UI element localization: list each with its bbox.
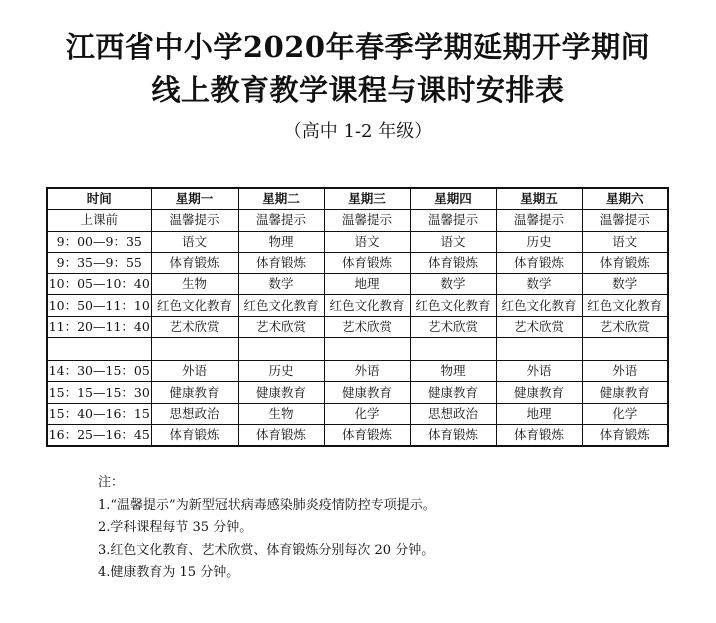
note-item: 1.“温馨提示”为新型冠状病毒感染肺炎疫情防控专项提示。 (98, 497, 436, 513)
course-cell: 体育锻炼 (151, 252, 238, 273)
course-cell (238, 338, 324, 361)
table-row (47, 361, 668, 382)
course-cell: 健康教育 (238, 382, 324, 403)
time-slot-cell: 15：40—16：15 (47, 403, 151, 424)
table-row (47, 338, 668, 361)
table-row (47, 210, 668, 231)
notes-heading: 注： (98, 475, 125, 490)
course-cell: 体育锻炼 (582, 424, 668, 446)
time-slot-cell: 10：50—11：10 (47, 295, 151, 316)
course-cell: 体育锻炼 (410, 252, 496, 273)
course-cell: 思想政治 (151, 403, 238, 424)
course-cell: 健康教育 (496, 382, 582, 403)
course-cell (410, 338, 496, 361)
table-row (47, 274, 668, 295)
course-cell: 健康教育 (324, 382, 410, 403)
course-cell: 化学 (324, 403, 410, 424)
document-title-line-2: 线上教育教学课程与课时安排表 (151, 73, 565, 107)
course-cell: 健康教育 (582, 382, 668, 403)
time-slot-cell (47, 338, 151, 361)
course-cell: 历史 (496, 231, 582, 252)
time-slot-cell: 14：30—15：05 (47, 361, 151, 382)
course-cell: 物理 (238, 231, 324, 252)
note-item: 4.健康教育为 15 分钟。 (98, 565, 240, 580)
course-cell: 艺术欣赏 (238, 316, 324, 337)
table-row (47, 252, 668, 273)
header-monday: 星期一 (151, 188, 238, 210)
header-tuesday: 星期二 (238, 188, 324, 210)
course-cell: 语文 (151, 231, 238, 252)
course-cell: 红色文化教育 (324, 295, 410, 316)
course-cell: 温馨提示 (496, 210, 582, 231)
course-cell: 温馨提示 (151, 210, 238, 231)
course-cell: 红色文化教育 (582, 295, 668, 316)
course-cell: 生物 (238, 403, 324, 424)
time-slot-cell: 上课前 (47, 210, 151, 231)
course-cell: 艺术欣赏 (582, 316, 668, 337)
header-saturday: 星期六 (582, 188, 668, 210)
time-slot-cell: 11：20—11：40 (47, 316, 151, 337)
course-cell: 外语 (151, 361, 238, 382)
course-cell: 化学 (582, 403, 668, 424)
course-cell: 数学 (582, 274, 668, 295)
course-cell: 语文 (582, 231, 668, 252)
table-row (47, 295, 668, 316)
note-item: 2.学科课程每节 35 分钟。 (98, 520, 253, 535)
course-cell: 外语 (496, 361, 582, 382)
time-slot-cell: 16：25—16：45 (47, 424, 151, 446)
notes-section (98, 472, 436, 585)
course-cell (496, 338, 582, 361)
time-slot-cell: 15：15—15：30 (47, 382, 151, 403)
table-row (47, 382, 668, 403)
course-cell: 体育锻炼 (324, 424, 410, 446)
course-cell: 外语 (582, 361, 668, 382)
course-cell: 生物 (151, 274, 238, 295)
course-cell: 体育锻炼 (410, 424, 496, 446)
schedule-table (46, 187, 669, 447)
course-cell: 体育锻炼 (151, 424, 238, 446)
course-cell (151, 338, 238, 361)
course-cell: 温馨提示 (582, 210, 668, 231)
course-cell: 地理 (496, 403, 582, 424)
course-cell: 艺术欣赏 (151, 316, 238, 337)
course-cell: 数学 (496, 274, 582, 295)
table-row (47, 231, 668, 252)
header-thursday: 星期四 (410, 188, 496, 210)
course-cell: 温馨提示 (324, 210, 410, 231)
course-cell: 艺术欣赏 (496, 316, 582, 337)
header-time: 时间 (47, 188, 151, 210)
course-cell: 数学 (410, 274, 496, 295)
course-cell: 红色文化教育 (238, 295, 324, 316)
grade-subtitle: （高中 1-2 年级） (283, 121, 433, 142)
course-cell: 温馨提示 (238, 210, 324, 231)
course-cell (582, 338, 668, 361)
course-cell: 语文 (410, 231, 496, 252)
time-slot-cell: 9：00—9：35 (47, 231, 151, 252)
header-wednesday: 星期三 (324, 188, 410, 210)
note-item: 3.红色文化教育、艺术欣赏、体育锻炼分别每次 20 分钟。 (98, 542, 435, 558)
course-cell: 历史 (238, 361, 324, 382)
course-cell: 艺术欣赏 (410, 316, 496, 337)
course-cell: 外语 (324, 361, 410, 382)
table-header-row (47, 188, 668, 210)
course-cell (324, 338, 410, 361)
table-row (47, 316, 668, 337)
course-cell: 艺术欣赏 (324, 316, 410, 337)
course-cell: 语文 (324, 231, 410, 252)
time-slot-cell: 10：05—10：40 (47, 274, 151, 295)
course-cell: 物理 (410, 361, 496, 382)
table-row (47, 403, 668, 424)
course-cell: 红色文化教育 (151, 295, 238, 316)
course-cell: 红色文化教育 (496, 295, 582, 316)
course-cell: 思想政治 (410, 403, 496, 424)
course-cell: 温馨提示 (410, 210, 496, 231)
header-friday: 星期五 (496, 188, 582, 210)
time-slot-cell: 9：35—9：55 (47, 252, 151, 273)
course-cell: 体育锻炼 (238, 424, 324, 446)
course-cell: 健康教育 (410, 382, 496, 403)
course-cell: 体育锻炼 (582, 252, 668, 273)
table-row (47, 424, 668, 446)
course-cell: 体育锻炼 (496, 252, 582, 273)
course-cell: 健康教育 (151, 382, 238, 403)
course-cell: 体育锻炼 (324, 252, 410, 273)
course-cell: 体育锻炼 (496, 424, 582, 446)
document-title-line-1: 江西省中小学2020年春季学期延期开学期间 (65, 30, 651, 64)
course-cell: 红色文化教育 (410, 295, 496, 316)
course-cell: 数学 (238, 274, 324, 295)
course-cell: 体育锻炼 (238, 252, 324, 273)
course-cell: 地理 (324, 274, 410, 295)
